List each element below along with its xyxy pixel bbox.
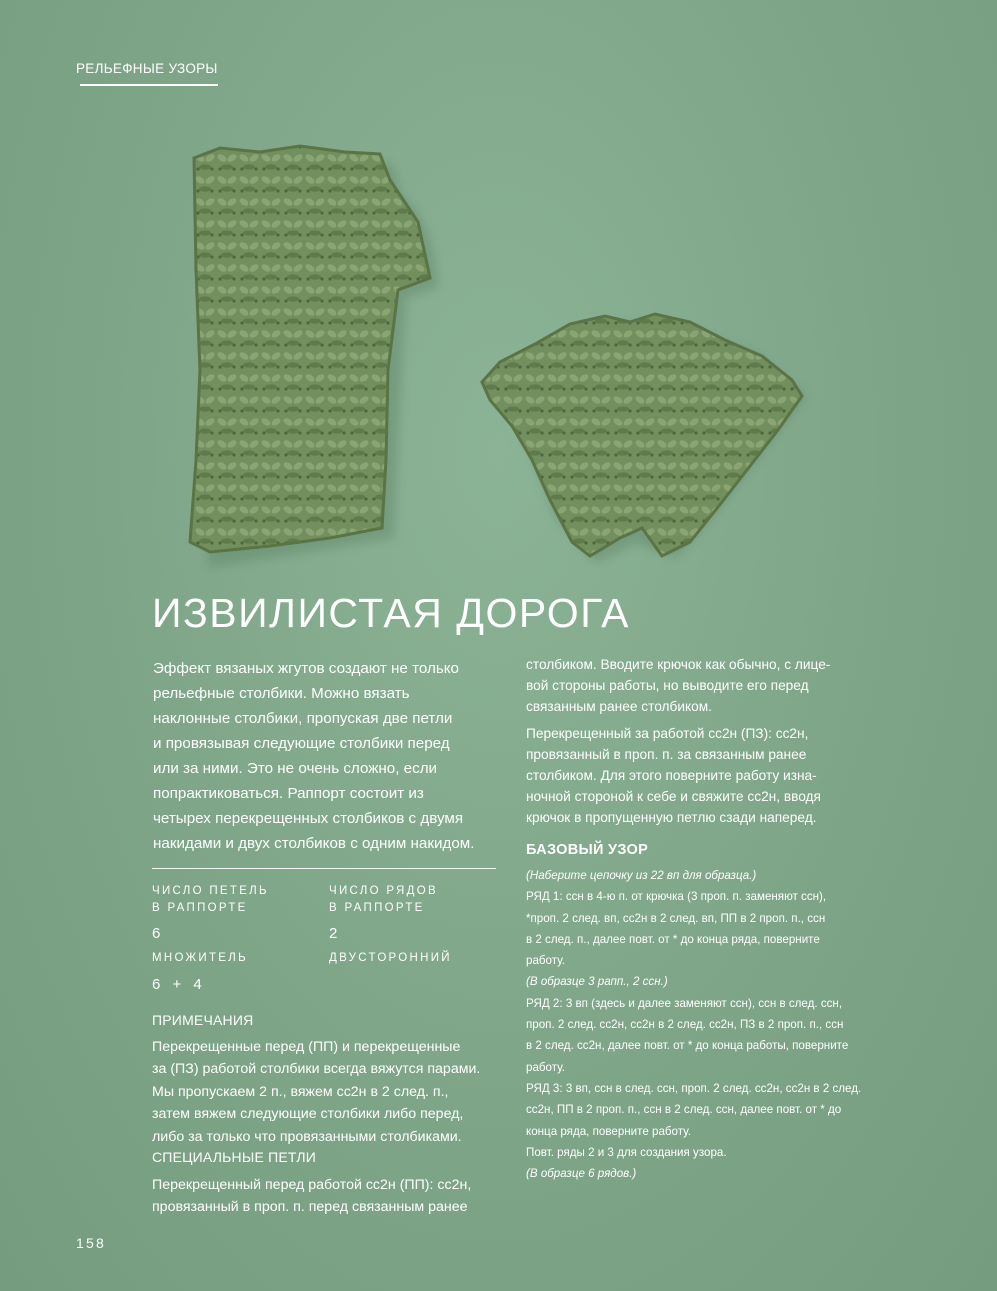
pattern-line: конца ряда, поверните работу. [526,1124,692,1138]
base-pattern-heading: БАЗОВЫЙ УЗОР [526,842,649,858]
intro-line: или за ними. Это не очень сложно, если [153,760,438,777]
section-rule [80,84,218,86]
intro-line: попрактиковаться. Раппорт состоит из [153,785,424,802]
special-line: крючок в пропущенную петлю сзади наперед. [526,810,817,825]
pattern-note: (В образце 6 рядов.) [526,1167,637,1181]
base-pattern-instructions [526,865,876,1184]
multiplier-value: 6 + 4 [152,976,203,993]
pattern-line: Повт. ряды 2 и 3 для создания узора. [526,1145,727,1159]
intro-line: Эффект вязаных жгутов создают не только [153,660,460,677]
rows-per-repeat-value: 2 [329,925,339,942]
pattern-line: РЯД 3: 3 вп, ссн в след. ссн, проп. 2 след. сс2н, сс2н в 2 след. [526,1081,862,1095]
cross-behind-definition [526,723,876,828]
page-number: 158 [76,1235,106,1251]
stitches-label-line: В РАППОРТЕ [152,902,248,914]
pattern-line: проп. 2 след. сс2н, сс2н в 2 след. сс2н, ПЗ в 2 проп. п., ссн [526,1018,844,1032]
notes-line: Мы пропускаем 2 п., вяжем сс2н в 2 след. п., [152,1083,449,1100]
intro-line: четырех перекрещенных столбиков с двумя [153,810,464,827]
pattern-line: РЯД 1: ссн в 4-ю п. от крючка (3 проп. п. заменяют ссн), [526,890,827,904]
intro-line: и провязывая следующие столбики перед [153,735,450,752]
pattern-title: ИЗВИЛИСТАЯ ДОРОГА [152,590,631,636]
intro-line: наклонные столбики, пропуская две петли [153,710,453,727]
pattern-line: *проп. 2 след. вп, сс2н в 2 след. вп, ПП в 2 проп. п., ссн [526,911,826,925]
special-line: связанным ранее столбиком. [526,699,712,714]
notes-line: за (ПЗ) работой столбики всегда вяжутся парами. [152,1061,481,1078]
special-line: Перекрещенный перед работой сс2н (ПП): сс2н, [152,1177,472,1193]
stitches-per-repeat-label [152,883,269,917]
special-line: столбиком. Для этого поверните работу изна- [526,768,817,783]
section-tag: РЕЛЬЕФНЫЕ УЗОРЫ [76,61,218,76]
right-swatch [482,314,802,556]
stats-divider [152,868,496,869]
special-stitches-text-left [152,1174,502,1219]
special-line: ночной стороной к себе и свяжите сс2н, вводя [526,789,821,804]
pattern-line: работу. [526,1060,566,1074]
pattern-line: РЯД 2: 3 вп (здесь и далее заменяют ссн), ссн в след. ссн, [526,996,843,1010]
intro-paragraph [153,656,501,856]
notes-text [152,1036,502,1148]
pattern-note: (Наберите цепочку из 22 вп для образца.) [526,869,757,882]
notes-line: Перекрещенные перед (ПП) и перекрещенные [152,1039,461,1055]
special-line: столбиком. Вводите крючок как обычно, с лице- [526,657,831,672]
rows-per-repeat-label [329,883,438,917]
special-stitches-text-right [526,654,876,717]
special-stitches-heading: СПЕЦИАЛЬНЫЕ ПЕТЛИ [152,1149,316,1165]
reversible-label: ДВУСТОРОННИЙ [329,952,452,964]
intro-line: рельефные столбики. Можно вязать [153,685,410,702]
notes-line: либо за только что провязанными столбиками. [152,1128,462,1145]
multiplier-label: МНОЖИТЕЛЬ [152,952,248,964]
stitches-per-repeat-value: 6 [152,925,162,942]
rows-label-line: В РАППОРТЕ [329,902,425,914]
pattern-line: работу. [526,954,566,968]
special-line: Перекрещенный за работой сс2н (ПЗ): сс2н, [526,726,809,741]
stitches-label-line: ЧИСЛО ПЕТЕЛЬ [152,885,269,897]
pattern-line: сс2н, ПП в 2 проп. п., ссн в 2 след. ссн, далее повт. от * до [526,1103,842,1117]
pattern-note: (В образце 3 рапп., 2 ссн.) [526,975,668,989]
special-line: провязанный в проп. п. перед связанным ранее [152,1199,468,1216]
rows-label-line: ЧИСЛО РЯДОВ [329,885,438,897]
pattern-line: в 2 след. п., далее повт. от * до конца ряда, поверните [526,932,820,946]
intro-line: накидами и двух столбиков с одним накидом. [153,835,475,852]
special-line: вой стороны работы, но выводите его перед [526,678,809,693]
special-line: провязанный в проп. п. за связанным ранее [526,747,807,762]
notes-line: затем вяжем следующие столбики либо перед, [152,1106,464,1123]
notes-heading: ПРИМЕЧАНИЯ [152,1012,254,1028]
pattern-line: в 2 след. сс2н, далее повт. от * до конца работы, поверните [526,1039,849,1053]
crochet-swatches-photo [150,130,850,580]
